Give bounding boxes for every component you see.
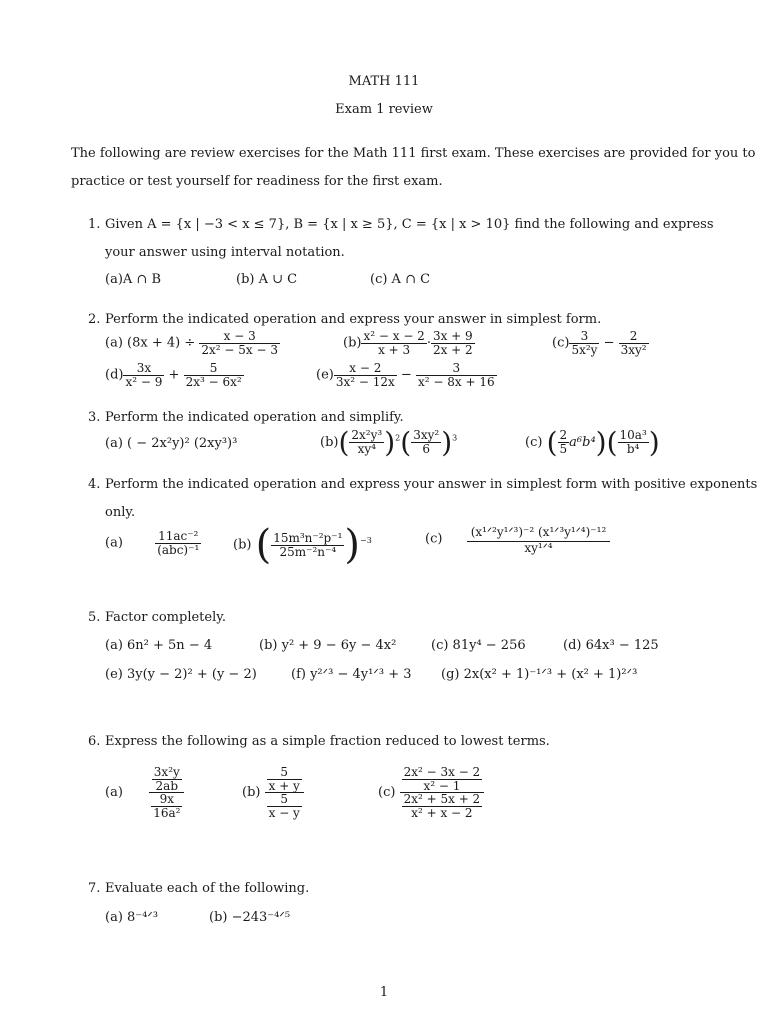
q4-a-label: (a) xyxy=(105,535,123,551)
q2-d-fraction-2: $\frac{5}{\text{2x³ − 6x²}}$ xyxy=(185,361,242,389)
q2-c-label: (c) xyxy=(552,335,570,351)
q6-b-complex-fraction: $\frac{\frac{5}{x + y}}{\frac{5}{x - y}}$ xyxy=(265,766,304,819)
q7-part-b: (b) −243⁻⁴ᐟ⁵ xyxy=(209,910,291,925)
q2-a-label: (a) (8x + 4) ÷ xyxy=(105,335,196,351)
q1-part-b: (b) A ∪ C xyxy=(236,272,298,287)
q4-part-b: (b) ( $\frac{\text{15m³n⁻²p⁻¹}}{\text{25m⁻²n⁻⁴}}$ )$^{-3}$ xyxy=(233,522,372,568)
q4-part-c xyxy=(425,524,610,554)
q2-part-a xyxy=(105,330,280,356)
q3-b-fraction-1: $\frac{\text{2x²y³}}{\text{xy⁴}}$ xyxy=(351,428,383,456)
q6-a-label: (a) xyxy=(105,785,123,801)
q5-part-g: (g) 2x(x² + 1)⁻¹ᐟ³ + (x² + 1)²ᐟ³ xyxy=(441,667,638,682)
q2-number: 2. xyxy=(88,312,101,327)
q1-line-1: Given A = {x | −3 < x ≤ 7}, B = {x | x ≥ 5}, C = {x | x > 10} find the following and express xyxy=(105,217,714,232)
q3-c-coefficient: $\frac{2}{5}$ xyxy=(559,428,568,456)
q4-part-a xyxy=(105,530,201,556)
q4-number: 4. xyxy=(88,477,101,492)
q7-part-a: (a) 8⁻⁴ᐟ³ xyxy=(105,910,159,925)
q2-e-fraction-2: $\frac{3}{\text{x² − 8x + 16}}$ xyxy=(417,361,495,389)
q2-b-fraction-2: $\frac{3x + 9}{2x + 2}$ xyxy=(432,329,473,357)
q3-part-a: (a) ( − 2x²y)² (2xy³)³ xyxy=(105,436,238,451)
q5-part-f: (f) y²ᐟ³ − 4y¹ᐟ³ + 3 xyxy=(291,667,412,682)
q6-number: 6. xyxy=(88,734,101,749)
q1-line-2: your answer using interval notation. xyxy=(105,245,345,260)
q2-c-fraction-1: $\frac{3}{\text{5x²y}}$ xyxy=(571,329,598,357)
q4-b-fraction: $\frac{\text{15m³n⁻²p⁻¹}}{\text{25m⁻²n⁻⁴}}$ xyxy=(273,530,343,559)
q2-b-label: (b) xyxy=(343,335,362,351)
q7-number: 7. xyxy=(88,881,101,896)
course-title: MATH 111 xyxy=(348,74,420,89)
q2-d-fraction-1: $\frac{3x}{\text{x² − 9}}$ xyxy=(125,361,163,389)
q4-line-2: only. xyxy=(105,505,136,520)
q4-c-fraction: $\frac{\text{(x¹ᐟ²y¹ᐟ³)⁻² (x¹ᐟ³y¹ᐟ⁴)⁻¹²}}{\text{xy¹ᐟ⁴}}$ xyxy=(467,524,611,554)
q5-number: 5. xyxy=(88,610,101,625)
q2-part-c: (c) $\frac{3}{\text{5x²y}}$ − $\frac{2}{\text{3xy²}}$ xyxy=(552,329,647,357)
q2-d-label: (d) xyxy=(105,367,124,383)
q2-part-e: (e) $\frac{x - 2}{\text{3x² − 12x}}$ − $\frac{3}{\text{x² − 8x + 16}}$ xyxy=(316,361,495,389)
page-subtitle: Exam 1 review xyxy=(335,102,433,117)
q2-text: Perform the indicated operation and express your answer in simplest form. xyxy=(105,312,602,327)
q2-c-fraction-2: $\frac{2}{\text{3xy²}}$ xyxy=(620,329,647,357)
q3-b-label: (b) xyxy=(320,435,339,450)
q5-part-b: (b) y² + 9 − 6y − 4x² xyxy=(259,638,397,653)
q4-c-label: (c) xyxy=(425,531,443,547)
q6-c-label: (c) xyxy=(378,785,396,801)
q6-c-complex-fraction: $\frac{\frac{\text{2x² − 3x − 2}}{\text{x² − 1}}}{\frac{\text{2x² + 5x + 2}}{\text{x² + x − 2}}}$ xyxy=(400,766,485,819)
q5-part-e: (e) 3y(y − 2)² + (y − 2) xyxy=(105,667,257,682)
q3-part-c: (c) ( $\frac{2}{5}$ a⁶b⁴)( $\frac{\text{10a³}}{\text{b⁴}}$ ) xyxy=(525,426,660,459)
q4-line-1: Perform the indicated operation and express your answer in simplest form with positive exponents xyxy=(105,477,758,492)
q2-e-label: (e) xyxy=(316,367,334,383)
q6-b-label: (b) xyxy=(242,785,261,801)
q5-part-c: (c) 81y⁴ − 256 xyxy=(431,638,526,653)
q6-a-complex-fraction: $\frac{\frac{\text{3x²y}}{2ab}}{\frac{9x}{\text{16a²}}}$ xyxy=(149,766,184,819)
q7-text: Evaluate each of the following. xyxy=(105,881,310,896)
q2-part-b: (b) $\frac{\text{x² − x − 2}}{x + 3}$ · $\frac{3x + 9}{2x + 2}$ xyxy=(343,329,473,357)
intro-line-1: The following are review exercises for the Math 111 first exam. These exercises are provided for you to xyxy=(71,146,756,161)
q6-part-c xyxy=(378,766,484,819)
q5-text: Factor completely. xyxy=(105,610,226,625)
q5-part-d: (d) 64x³ − 125 xyxy=(563,638,659,653)
q4-a-fraction: $\frac{\text{11ac⁻²}}{\text{(abc)⁻¹}}$ xyxy=(157,529,200,557)
q2-a-fraction: $\frac{x - 3}{\text{2x² − 5x − 3}}$ xyxy=(201,329,278,357)
q3-c-fraction: $\frac{\text{10a³}}{\text{b⁴}}$ xyxy=(619,428,647,456)
q3-b-fraction-2: $\frac{\text{3xy²}}{6}$ xyxy=(413,428,440,456)
q3-part-b: (b)( $\frac{\text{2x²y³}}{\text{xy⁴}}$ )$^2$( $\frac{\text{3xy²}}{6}$ )$^3$ xyxy=(320,426,458,459)
q3-c-label: (c) xyxy=(525,435,543,450)
q2-e-fraction-1: $\frac{x - 2}{\text{3x² − 12x}}$ xyxy=(335,361,395,389)
q6-text: Express the following as a simple fraction reduced to lowest terms. xyxy=(105,734,550,749)
intro-line-2: practice or test yourself for readiness for the first exam. xyxy=(71,174,443,189)
q6-part-a xyxy=(105,766,184,819)
q5-part-a: (a) 6n² + 5n − 4 xyxy=(105,638,213,653)
q3-text: Perform the indicated operation and simplify. xyxy=(105,410,404,425)
q2-part-d: (d) $\frac{3x}{\text{x² − 9}}$ + $\frac{5}{\text{2x³ − 6x²}}$ xyxy=(105,361,242,389)
page-number: 1 xyxy=(379,985,389,1000)
q6-part-b xyxy=(242,766,304,819)
q1-part-a: (a)A ∩ B xyxy=(105,272,161,287)
q1-part-c: (c) A ∩ C xyxy=(370,272,431,287)
q4-b-label: (b) xyxy=(233,537,252,553)
q1-number: 1. xyxy=(88,217,101,232)
q2-b-fraction-1: $\frac{\text{x² − x − 2}}{x + 3}$ xyxy=(363,329,425,357)
q3-number: 3. xyxy=(88,410,101,425)
